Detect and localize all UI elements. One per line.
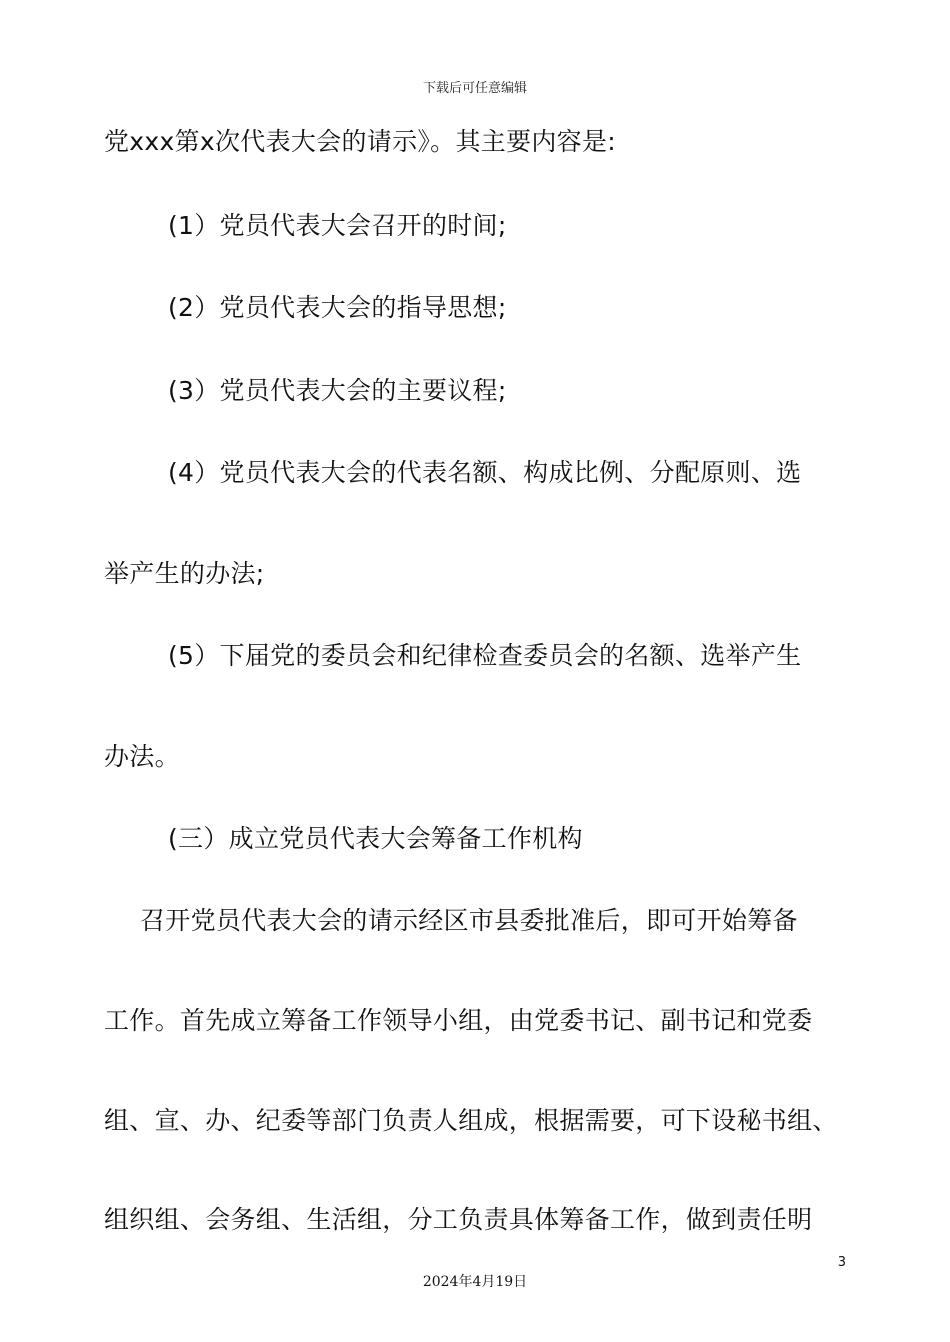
list-item-5-continued: 办法。: [104, 742, 180, 771]
section-heading: (三）成立党员代表大会筹备工作机构: [168, 824, 583, 853]
page-header: 下载后可任意编辑: [422, 81, 527, 96]
paragraph-line-4: 组织组、会务组、生活组，分工负责具体筹备工作，做到责任明: [104, 1205, 813, 1234]
paragraph-line-2: 工作。首先成立筹备工作领导小组，由党委书记、副书记和党委: [104, 1006, 813, 1035]
list-item-5: (5）下届党的委员会和纪律检查委员会的名额、选举产生: [168, 641, 802, 670]
paragraph-line-1: 召开党员代表大会的请示经区市县委批准后，即可开始筹备: [140, 906, 798, 935]
list-item-4: (4）党员代表大会的代表名额、构成比例、分配原则、选: [168, 458, 802, 487]
list-item-1: (1）党员代表大会召开的时间;: [168, 211, 507, 240]
footer-date: 2024年4月19日: [422, 1274, 528, 1290]
paragraph-line-3: 组、宣、办、纪委等部门负责人组成，根据需要，可下设秘书组、: [104, 1106, 838, 1135]
list-item-4-continued: 举产生的办法;: [104, 559, 265, 588]
body-line-1: 党xxx第x次代表大会的请示》。其主要内容是:: [104, 127, 617, 156]
page-number: 3: [837, 1255, 846, 1270]
list-item-2: (2）党员代表大会的指导思想;: [168, 293, 507, 322]
list-item-3: (3）党员代表大会的主要议程;: [168, 376, 507, 405]
